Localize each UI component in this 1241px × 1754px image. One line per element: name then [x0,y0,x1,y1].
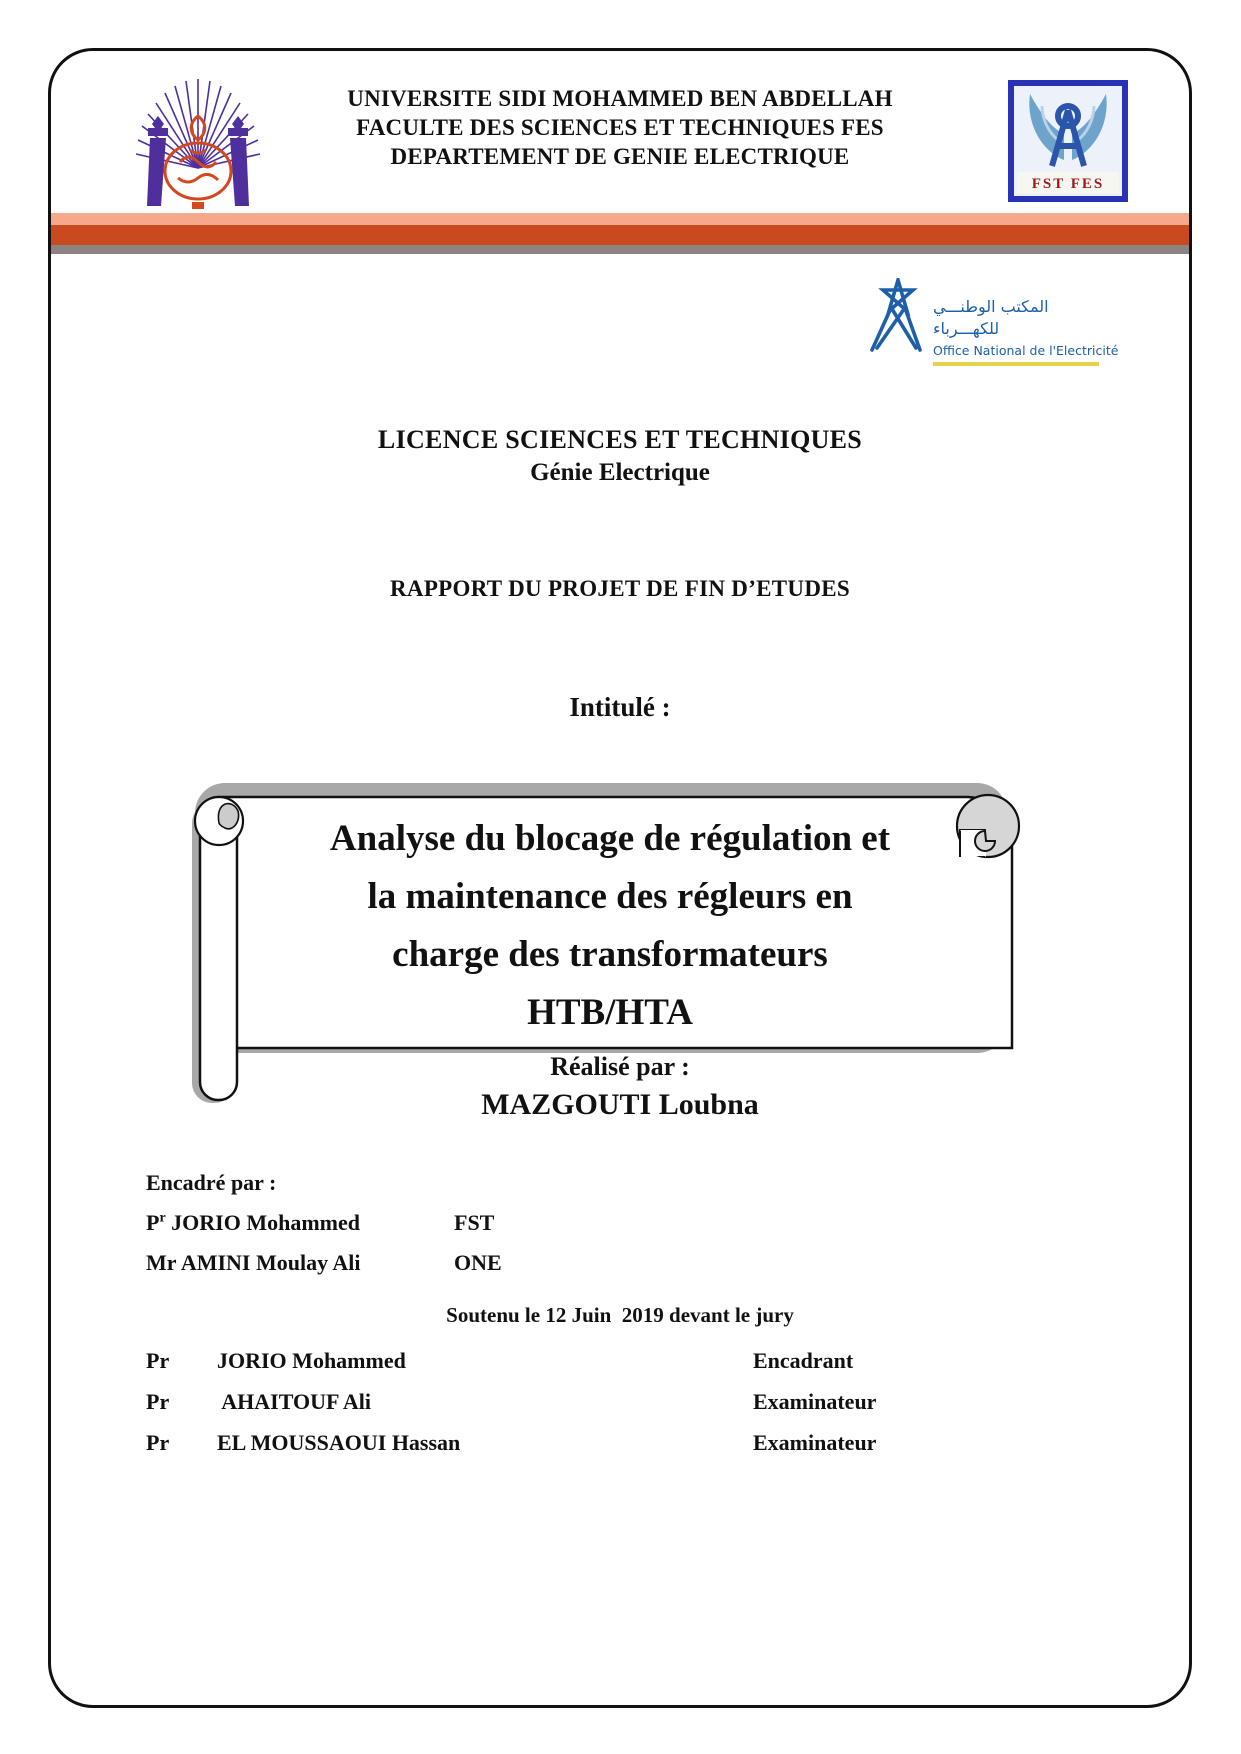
pylon-icon [862,278,932,352]
divider-bar-gray [51,245,1189,254]
encadre-par-label: Encadré par : [146,1170,277,1195]
one-logo [862,278,932,352]
defense-date-line: Soutenu le 12 Juin 2019 devant le jury [446,1303,794,1327]
jury-name: EL MOUSSAOUI Hassan [217,1430,461,1455]
fst-logo-text: FST FES [1031,176,1105,192]
jury-role: Encadrant [753,1348,854,1373]
jury-row [146,1348,1046,1378]
jury-role: Examinateur [753,1389,877,1414]
jury-name: JORIO Mohammed [217,1348,406,1373]
one-logo-text [933,296,1119,366]
supervisor-prefix: Mr [146,1250,177,1275]
fst-fes-icon [1008,80,1128,202]
program-line2: Génie Electrique [530,459,710,486]
program-line1: LICENCE SCIENCES ET TECHNIQUES [377,425,863,454]
title-line3: charge des transformateurs [392,934,828,975]
title-line4: HTB/HTA [527,992,693,1033]
supervisor-row [146,1210,846,1236]
supervisor-row [146,1250,846,1276]
jury-role: Examinateur [753,1430,877,1455]
divider-bar-salmon [51,213,1189,225]
supervisor-name: AMINI Moulay Ali [176,1250,361,1275]
divider-bar-orange [51,225,1189,245]
jury-row [146,1389,1046,1419]
supervisor-org: ONE [454,1250,502,1275]
fst-logo [1008,80,1128,202]
report-title [215,810,1005,1042]
intitule-label: Intitulé : [569,692,671,722]
author-name: MAZGOUTI Loubna [481,1088,759,1121]
jury-title: Pr [146,1430,170,1455]
jury-title: Pr [146,1389,170,1414]
one-arabic-name: المكتب الوطنـــي للكهـــرباء [933,297,1049,338]
faculty-name: FACULTE DES SCIENCES ET TECHNIQUES FES [356,115,884,140]
supervisor-name: JORIO Mohammed [165,1210,360,1235]
title-line2: la maintenance des régleurs en [367,876,853,917]
university-name: UNIVERSITE SIDI MOHAMMED BEN ABDELLAH [347,86,893,111]
supervisor-prefix: P [146,1210,160,1235]
realise-par-label: Réalisé par : [550,1052,690,1081]
supervisor-org: FST [454,1210,495,1235]
jury-title: Pr [146,1348,170,1373]
jury-row [146,1430,1046,1460]
department-name: DEPARTEMENT DE GENIE ELECTRIQUE [390,144,850,169]
one-underline [933,362,1099,366]
title-line1: Analyse du blocage de régulation et [329,818,891,859]
report-type: RAPPORT DU PROJET DE FIN D’ETUDES [390,576,850,601]
one-french-name: Office National de l'Electricité [933,343,1119,358]
supervisor-sup: r [159,1210,166,1226]
jury-name: AHAITOUF Ali [217,1389,372,1414]
